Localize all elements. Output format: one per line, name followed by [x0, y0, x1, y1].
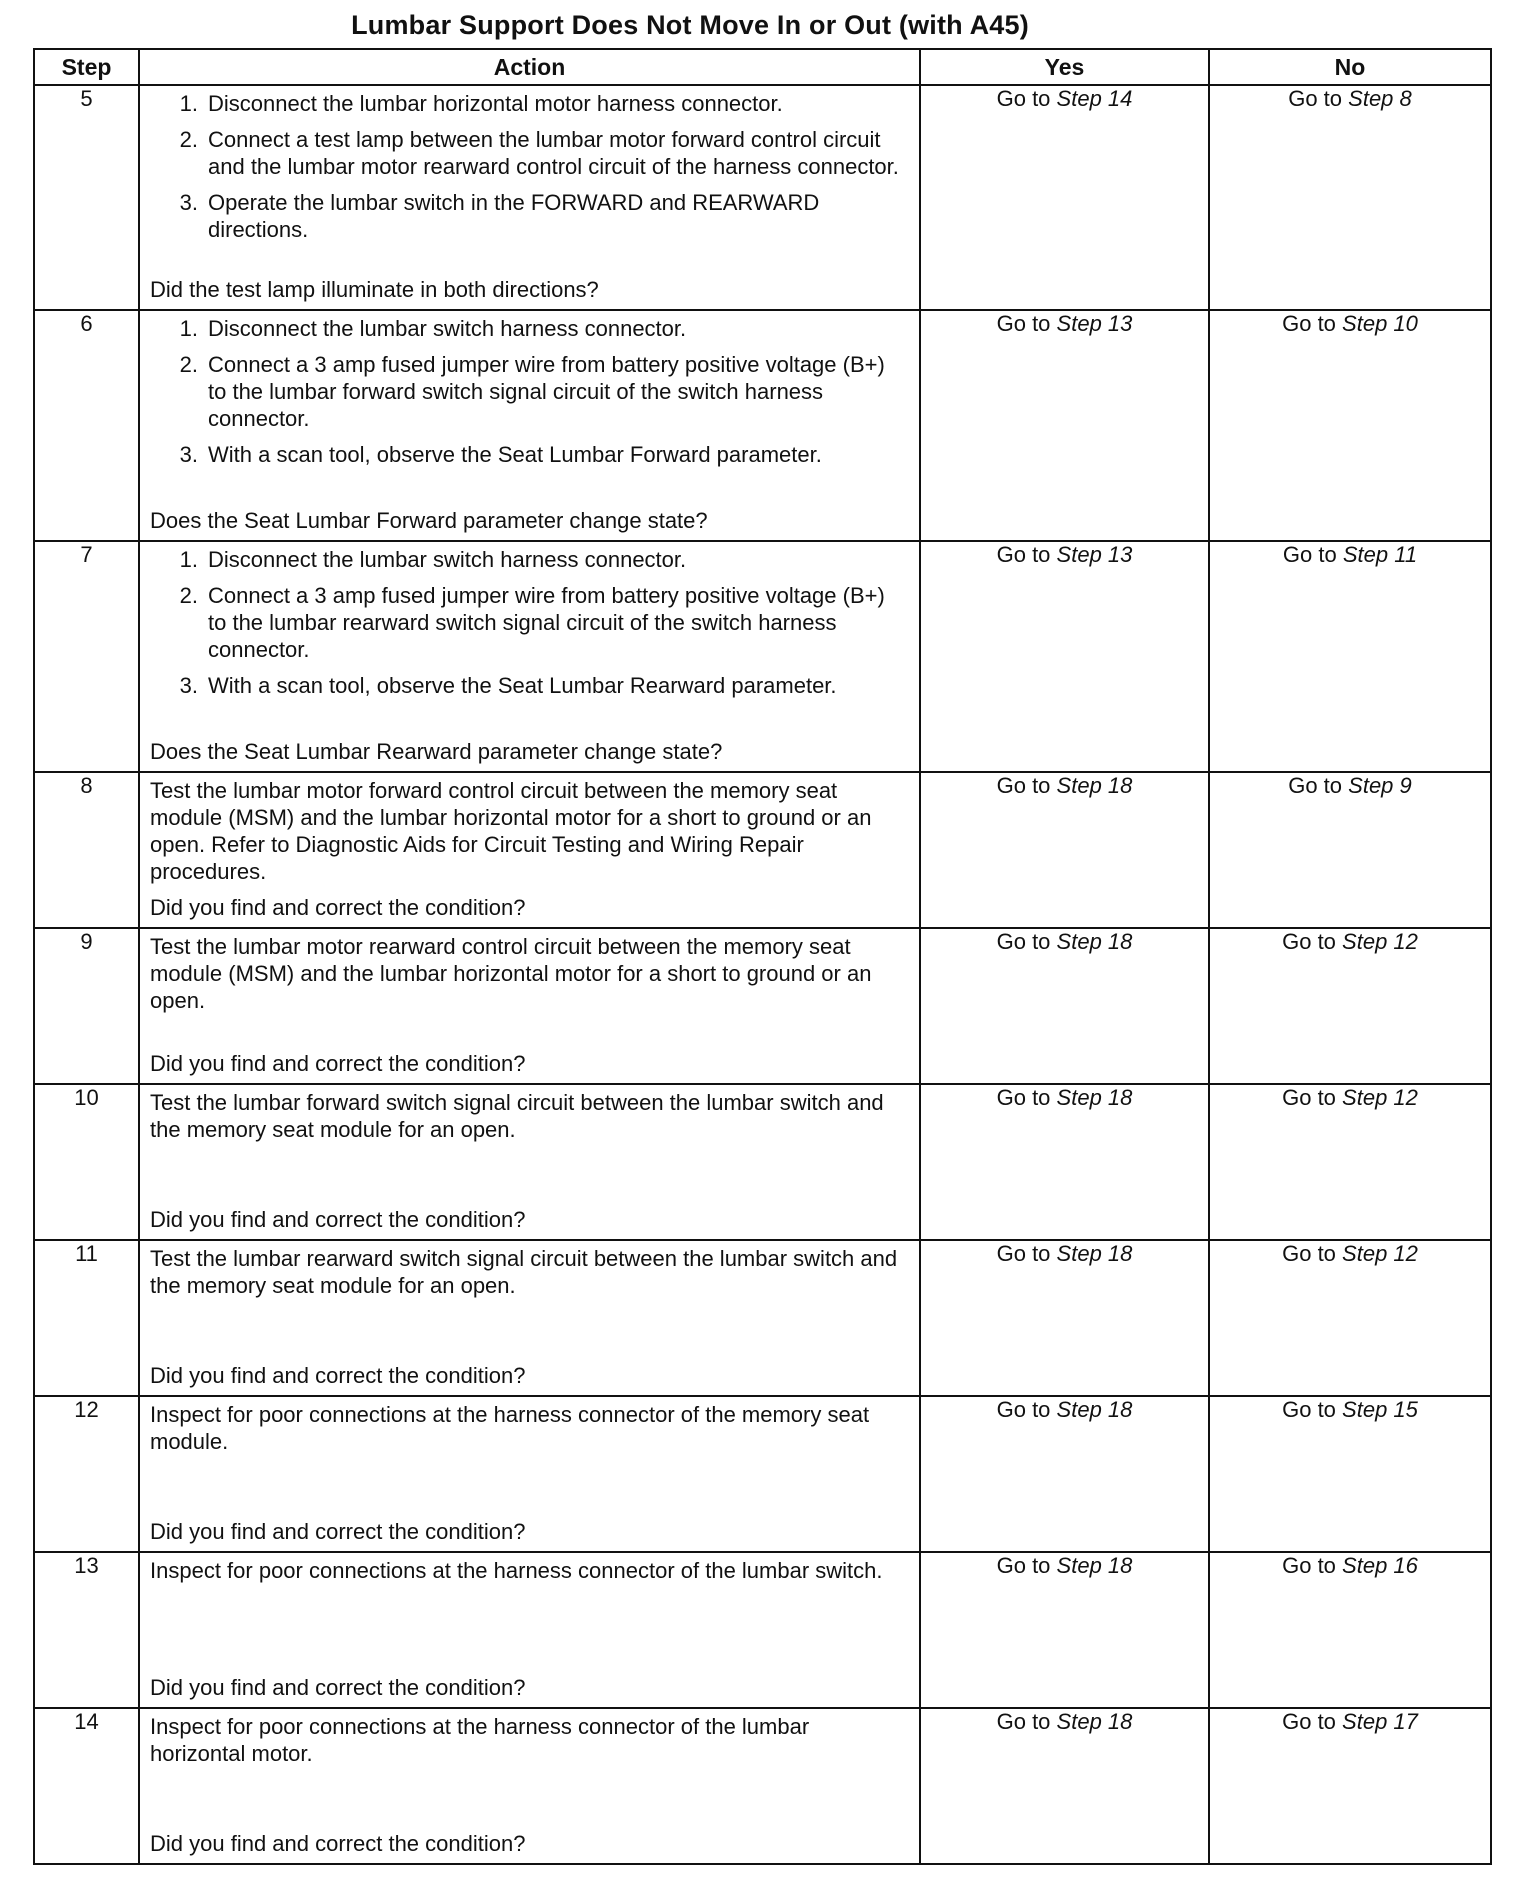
action-text: Test the lumbar motor forward control circuit between the memory seat module (MSM) and the lumbar horizontal motor for a short to ground or an open. Refer to Diagnostic Aids for Circuit Testing and Wiring Repair procedures.: [150, 778, 872, 884]
table-row: [34, 1240, 1491, 1396]
step-number: 14: [34, 1708, 139, 1864]
question: Did you find and correct the condition?: [150, 1363, 526, 1388]
substep: 1. Disconnect the lumbar switch harness connector.: [179, 316, 687, 341]
no-result: Go to Step 12: [1209, 928, 1491, 1084]
action-cell: [139, 1084, 920, 1240]
yes-result: Go to Step 18: [920, 1708, 1209, 1864]
no-result: Go to Step 9: [1209, 772, 1491, 928]
action-text: Inspect for poor connections at the harness connector of the memory seat module.: [150, 1402, 870, 1454]
substep: 1. Disconnect the lumbar switch harness connector.: [179, 547, 687, 572]
no-result: Go to Step 10: [1209, 310, 1491, 541]
step-number: 13: [34, 1552, 139, 1708]
action-text: Test the lumbar motor rearward control circuit between the memory seat module (MSM) and the lumbar horizontal motor for a short to ground or an open.: [150, 934, 872, 1013]
substep: 2. Connect a 3 amp fused jumper wire from battery positive voltage (B+) to the lumbar rearward switch signal circuit of the switch harness connector.: [179, 583, 885, 662]
page-title: Lumbar Support Does Not Move In or Out (with A45): [351, 10, 1029, 40]
no-result: Go to Step 12: [1209, 1240, 1491, 1396]
substep-list: [150, 315, 909, 468]
substep: 3. With a scan tool, observe the Seat Lumbar Rearward parameter.: [179, 673, 837, 698]
substep: 2. Connect a 3 amp fused jumper wire from battery positive voltage (B+) to the lumbar forward switch signal circuit of the switch harness connector.: [179, 352, 885, 431]
no-result: Go to Step 15: [1209, 1396, 1491, 1552]
question: Did you find and correct the condition?: [150, 1051, 526, 1076]
no-result: Go to Step 11: [1209, 541, 1491, 772]
table-row: [34, 1396, 1491, 1552]
action-cell: [139, 85, 920, 310]
step-number: 7: [34, 541, 139, 772]
table-row: [34, 1084, 1491, 1240]
table-row: [34, 1552, 1491, 1708]
step-number: 12: [34, 1396, 139, 1552]
step-number: 5: [34, 85, 139, 310]
yes-result: Go to Step 18: [920, 772, 1209, 928]
substep: 1. Disconnect the lumbar horizontal motor harness connector.: [179, 91, 783, 116]
action-cell: [139, 1552, 920, 1708]
substep-list: [150, 90, 909, 243]
substep: 2. Connect a test lamp between the lumbar motor forward control circuit and the lumbar motor rearward control circuit of the harness connector.: [179, 127, 899, 179]
action-cell: [139, 1396, 920, 1552]
action-text: Test the lumbar forward switch signal circuit between the lumbar switch and the memory seat module for an open.: [150, 1090, 884, 1142]
table-row: [34, 1708, 1491, 1864]
yes-result: Go to Step 13: [920, 310, 1209, 541]
action-cell: [139, 1240, 920, 1396]
yes-result: Go to Step 13: [920, 541, 1209, 772]
substep: 3. Operate the lumbar switch in the FORWARD and REARWARD directions.: [179, 190, 820, 242]
step-number: 8: [34, 772, 139, 928]
header-no: No: [1209, 49, 1491, 85]
table-row: [34, 928, 1491, 1084]
no-result: Go to Step 12: [1209, 1084, 1491, 1240]
step-number: 6: [34, 310, 139, 541]
no-result: Go to Step 16: [1209, 1552, 1491, 1708]
question: Does the Seat Lumbar Forward parameter change state?: [150, 508, 708, 533]
action-cell: [139, 928, 920, 1084]
yes-result: Go to Step 18: [920, 1396, 1209, 1552]
yes-result: Go to Step 18: [920, 1240, 1209, 1396]
action-text: Inspect for poor connections at the harness connector of the lumbar switch.: [150, 1558, 883, 1583]
yes-result: Go to Step 18: [920, 1552, 1209, 1708]
question: Does the Seat Lumbar Rearward parameter change state?: [150, 739, 723, 764]
yes-result: Go to Step 18: [920, 928, 1209, 1084]
action-text: Inspect for poor connections at the harness connector of the lumbar horizontal motor.: [150, 1714, 810, 1766]
action-text: Test the lumbar rearward switch signal circuit between the lumbar switch and the memory seat module for an open.: [150, 1246, 898, 1298]
table-row: [34, 85, 1491, 310]
action-cell: [139, 541, 920, 772]
step-number: 9: [34, 928, 139, 1084]
yes-result: Go to Step 14: [920, 85, 1209, 310]
header-yes: Yes: [920, 49, 1209, 85]
substep: 3. With a scan tool, observe the Seat Lumbar Forward parameter.: [179, 442, 822, 467]
action-cell: [139, 772, 920, 928]
table-row: [34, 310, 1491, 541]
question: Did the test lamp illuminate in both directions?: [150, 277, 599, 302]
table-row: [34, 772, 1491, 928]
question: Did you find and correct the condition?: [150, 1519, 526, 1544]
step-number: 10: [34, 1084, 139, 1240]
no-result: Go to Step 8: [1209, 85, 1491, 310]
header-row: [34, 49, 1491, 85]
question: Did you find and correct the condition?: [150, 1831, 526, 1856]
substep-list: [150, 546, 909, 699]
question: Did you find and correct the condition?: [150, 895, 526, 920]
action-cell: [139, 1708, 920, 1864]
question: Did you find and correct the condition?: [150, 1207, 526, 1232]
action-cell: [139, 310, 920, 541]
no-result: Go to Step 17: [1209, 1708, 1491, 1864]
header-step: Step: [34, 49, 139, 85]
table-row: [34, 541, 1491, 772]
question: Did you find and correct the condition?: [150, 1675, 526, 1700]
diagnostic-table: [33, 48, 1492, 1865]
step-number: 11: [34, 1240, 139, 1396]
header-action: Action: [139, 49, 920, 85]
yes-result: Go to Step 18: [920, 1084, 1209, 1240]
